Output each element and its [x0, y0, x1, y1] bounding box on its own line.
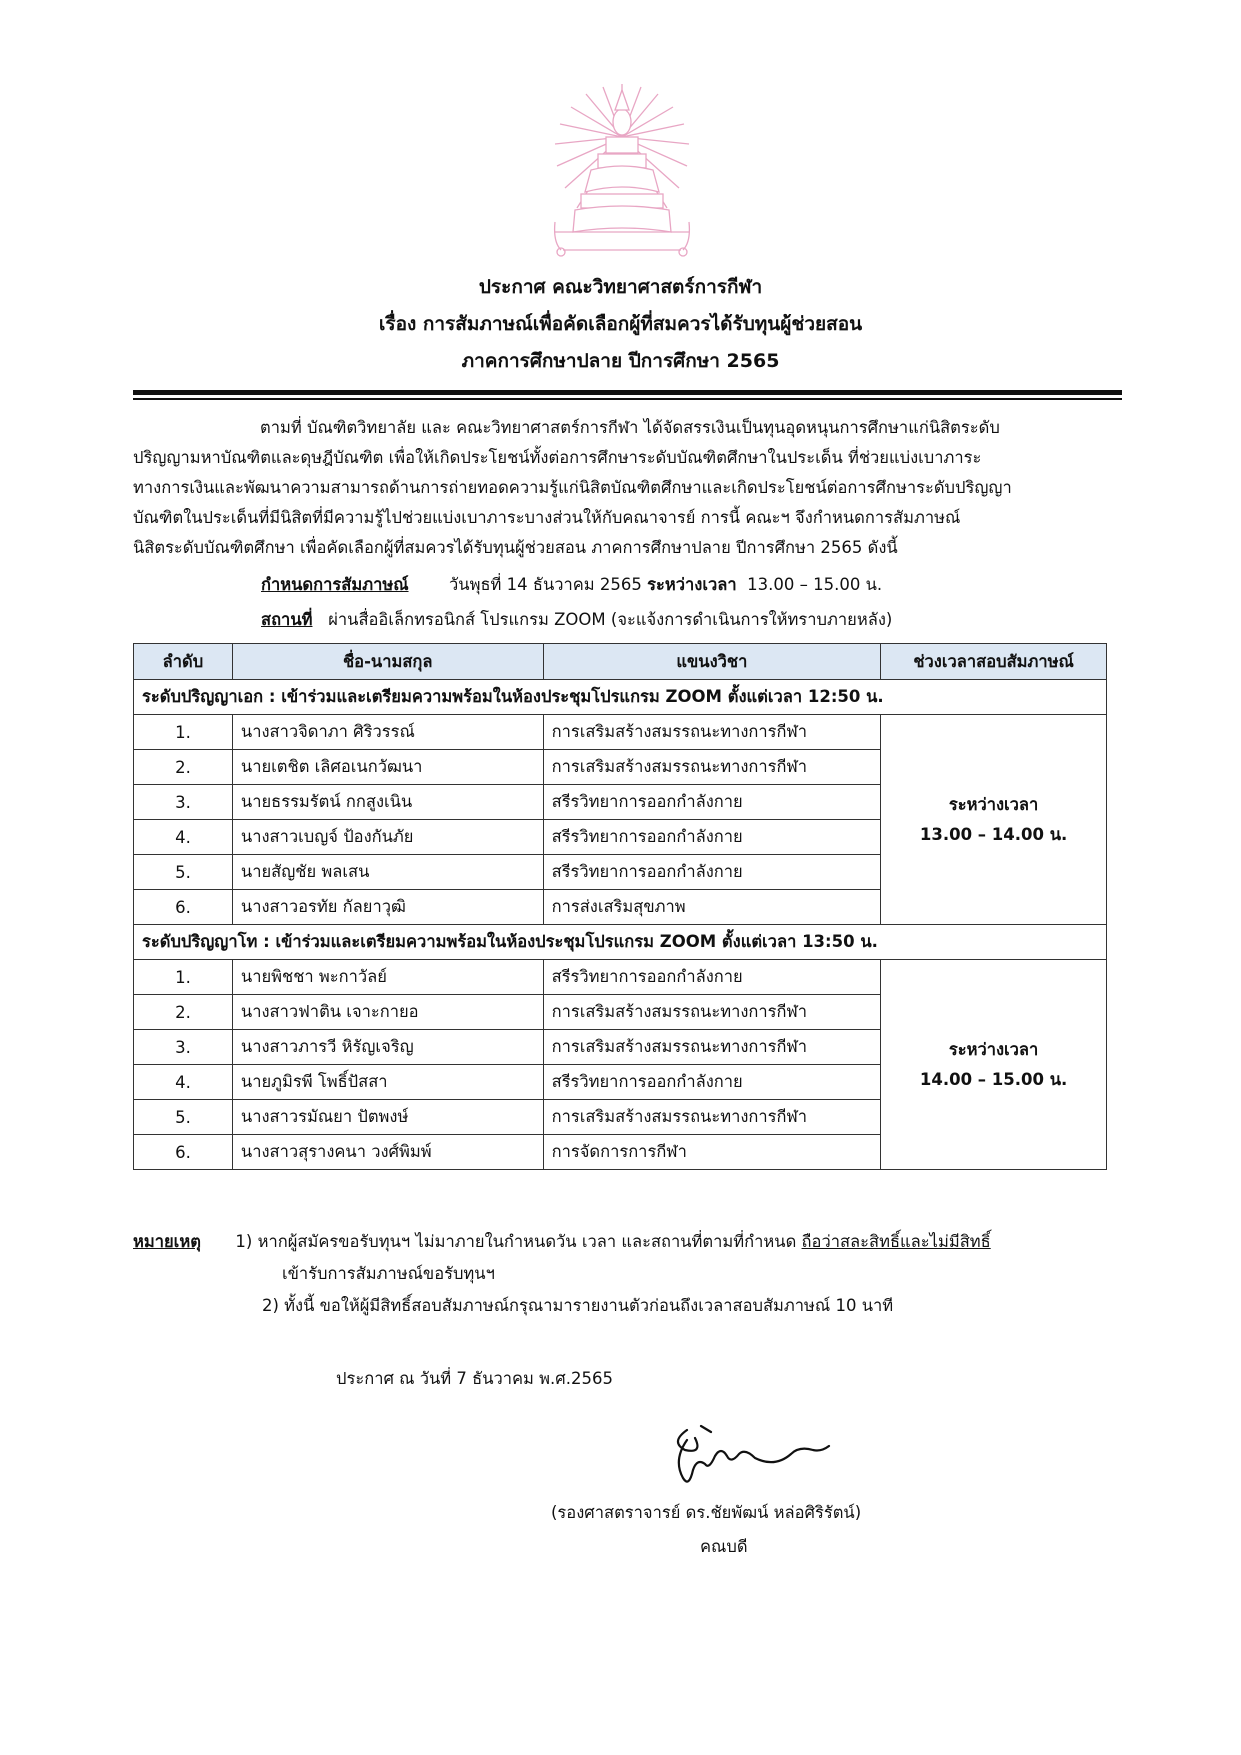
- note-1-emphasis: ถือว่าสละสิทธิ์และไม่มีสิทธิ์: [801, 1232, 991, 1251]
- announcement-title: ประกาศ คณะวิทยาศาสตร์การกีฬา: [478, 276, 763, 298]
- row-no: 3.: [134, 1030, 233, 1065]
- body-line-3: ทางการเงินและพัฒนาความสามารถด้านการถ่ายทอดความรู้แก่นิสิตบัณฑิตศึกษาและเกิดประโยชน์ต่อการศึกษาระดับปริญญา: [133, 478, 1012, 497]
- row-field: การเสริมสร้างสมรรถนะทางการกีฬา: [543, 715, 881, 750]
- body-line-5: นิสิตระดับบัณฑิตศึกษา เพื่อคัดเลือกผู้ที่สมควรได้รับทุนผู้ช่วยสอน ภาคการศึกษาปลาย ปีการศึกษา 2565 ดังนี้: [133, 538, 898, 557]
- table-header-row: [134, 644, 1107, 680]
- group-phd-time-line2: 13.00 – 14.00 น.: [919, 824, 1068, 844]
- header-rule-thin: [133, 398, 1122, 400]
- row-name: นายพิชชา พะกาวัลย์: [232, 960, 543, 995]
- schedule-label: กำหนดการสัมภาษณ์: [261, 575, 409, 594]
- row-name: นางสาวเบญจ์ ป้องกันภัย: [232, 820, 543, 855]
- row-field: การเสริมสร้างสมรรถนะทางการกีฬา: [543, 1100, 881, 1135]
- university-emblem-logo: [551, 82, 693, 260]
- interview-schedule-table: [133, 643, 1107, 1170]
- row-no: 6.: [134, 890, 233, 925]
- notes-label: หมายเหตุ: [133, 1232, 201, 1251]
- row-field: สรีรวิทยาการออกกำลังกาย: [543, 820, 881, 855]
- row-no: 6.: [134, 1135, 233, 1170]
- schedule-line: [261, 575, 1241, 595]
- body-line-4: บัณฑิตในประเด็นที่มีนิสิตที่มีความรู้ไปช่วยแบ่งเบาภาระบางส่วนให้กับคณาจารย์ การนี้ คณะฯ จึงกำหนดการสัมภาษณ์: [133, 508, 961, 527]
- group-masters-time-line1: ระหว่างเวลา: [948, 1039, 1039, 1059]
- schedule-date: วันพุธที่ 14 ธันวาคม 2565: [449, 575, 642, 594]
- row-field: สรีรวิทยาการออกกำลังกาย: [543, 785, 881, 820]
- header-name: ชื่อ-นามสกุล: [232, 644, 543, 680]
- note-2: 2) ทั้งนี้ ขอให้ผู้มีสิทธิ์สอบสัมภาษณ์กรุณามารายงานตัวก่อนถึงเวลาสอบสัมภาษณ์ 10 นาที: [262, 1296, 894, 1315]
- announce-date: ประกาศ ณ วันที่ 7 ธันวาคม พ.ศ.2565: [336, 1369, 614, 1388]
- row-name: นางสาวสุรางคนา วงศ์พิมพ์: [232, 1135, 543, 1170]
- row-field: สรีรวิทยาการออกกำลังกาย: [543, 960, 881, 995]
- row-name: นายสัญชัย พลเสน: [232, 855, 543, 890]
- group-phd-level: ระดับปริญญาเอก : เข้าร่วมและเตรียมความพร้อมในห้องประชุมโปรแกรม ZOOM ตั้งแต่เวลา 12:50 น.: [134, 680, 1107, 715]
- venue-text: ผ่านสื่ออิเล็กทรอนิกส์ โปรแกรม ZOOM (จะแจ้งการดำเนินการให้ทราบภายหลัง): [328, 610, 893, 629]
- group-masters-level: ระดับปริญญาโท : เข้าร่วมและเตรียมความพร้อมในห้องประชุมโปรแกรม ZOOM ตั้งแต่เวลา 13:50 น.: [134, 925, 1107, 960]
- row-name: นางสาวภารวี หิรัญเจริญ: [232, 1030, 543, 1065]
- note-1-continued: เข้ารับการสัมภาษณ์ขอรับทุนฯ: [282, 1264, 495, 1283]
- group-phd-time: [881, 715, 1107, 925]
- signer-name: (รองศาสตราจารย์ ดร.ชัยพัฒน์ หล่อศิริรัตน์): [551, 1503, 862, 1522]
- group-masters-time: [881, 960, 1107, 1170]
- note-1-text: 1) หากผู้สมัครขอรับทุนฯ ไม่มาภายในกำหนดวัน เวลา และสถานที่ตามที่กำหนด: [235, 1232, 797, 1251]
- header-order: ลำดับ: [134, 644, 233, 680]
- row-name: นางสาวจิดาภา ศิริวรรณ์: [232, 715, 543, 750]
- row-no: 2.: [134, 995, 233, 1030]
- row-field: การส่งเสริมสุขภาพ: [543, 890, 881, 925]
- row-no: 1.: [134, 715, 233, 750]
- group-phd-row: [134, 680, 1107, 715]
- row-name: นายธรรมรัตน์ กกสูงเนิน: [232, 785, 543, 820]
- row-field: สรีรวิทยาการออกกำลังกาย: [543, 1065, 881, 1100]
- row-no: 1.: [134, 960, 233, 995]
- signer-position: คณบดี: [700, 1537, 748, 1556]
- row-name: นางสาวฟาติน เจาะกายอ: [232, 995, 543, 1030]
- row-field: สรีรวิทยาการออกกำลังกาย: [543, 855, 881, 890]
- header-field: แขนงวิชา: [543, 644, 881, 680]
- table-row: [134, 715, 1107, 750]
- announcement-semester: ภาคการศึกษาปลาย ปีการศึกษา 2565: [461, 350, 780, 372]
- row-field: การจัดการการกีฬา: [543, 1135, 881, 1170]
- row-no: 3.: [134, 785, 233, 820]
- announcement-subject: เรื่อง การสัมภาษณ์เพื่อคัดเลือกผู้ที่สมควรได้รับทุนผู้ช่วยสอน: [378, 313, 863, 335]
- row-name: นายภูมิรพี โพธิ์ปัสสา: [232, 1065, 543, 1100]
- row-name: นางสาวอรทัย กัลยาวุฒิ: [232, 890, 543, 925]
- row-no: 5.: [134, 855, 233, 890]
- row-field: การเสริมสร้างสมรรถนะทางการกีฬา: [543, 1030, 881, 1065]
- row-field: การเสริมสร้างสมรรถนะทางการกีฬา: [543, 995, 881, 1030]
- group-phd-time-line1: ระหว่างเวลา: [948, 794, 1039, 814]
- row-name: นายเตชิต เลิศอเนกวัฒนา: [232, 750, 543, 785]
- row-field: การเสริมสร้างสมรรถนะทางการกีฬา: [543, 750, 881, 785]
- header-rule-thick: [133, 390, 1122, 395]
- header-interview-time: ช่วงเวลาสอบสัมภาษณ์: [881, 644, 1107, 680]
- row-no: 5.: [134, 1100, 233, 1135]
- row-no: 4.: [134, 1065, 233, 1100]
- schedule-between: ระหว่างเวลา: [647, 575, 737, 594]
- body-line-2: ปริญญามหาบัณฑิตและดุษฎีบัณฑิต เพื่อให้เกิดประโยชน์ทั้งต่อการศึกษาระดับบัณฑิตศึกษาในประเด็น ที่ช่วยแบ่งเบาภาระ: [133, 448, 982, 467]
- group-masters-time-line2: 14.00 – 15.00 น.: [919, 1069, 1068, 1089]
- row-no: 2.: [134, 750, 233, 785]
- schedule-time: 13.00 – 15.00 น.: [747, 575, 883, 594]
- body-line-1: ตามที่ บัณฑิตวิทยาลัย และ คณะวิทยาศาสตร์การกีฬา ได้จัดสรรเงินเป็นทุนอุดหนุนการศึกษาแก่นิสิตระดับ: [260, 418, 1000, 437]
- row-no: 4.: [134, 820, 233, 855]
- venue-label: สถานที่: [261, 610, 313, 629]
- group-masters-row: [134, 925, 1107, 960]
- note-1: [133, 1232, 1122, 1252]
- row-name: นางสาวรมัณยา ปัตพงษ์: [232, 1100, 543, 1135]
- table-row: [134, 960, 1107, 995]
- venue-line: [261, 610, 1241, 630]
- signature-image: [665, 1420, 845, 1490]
